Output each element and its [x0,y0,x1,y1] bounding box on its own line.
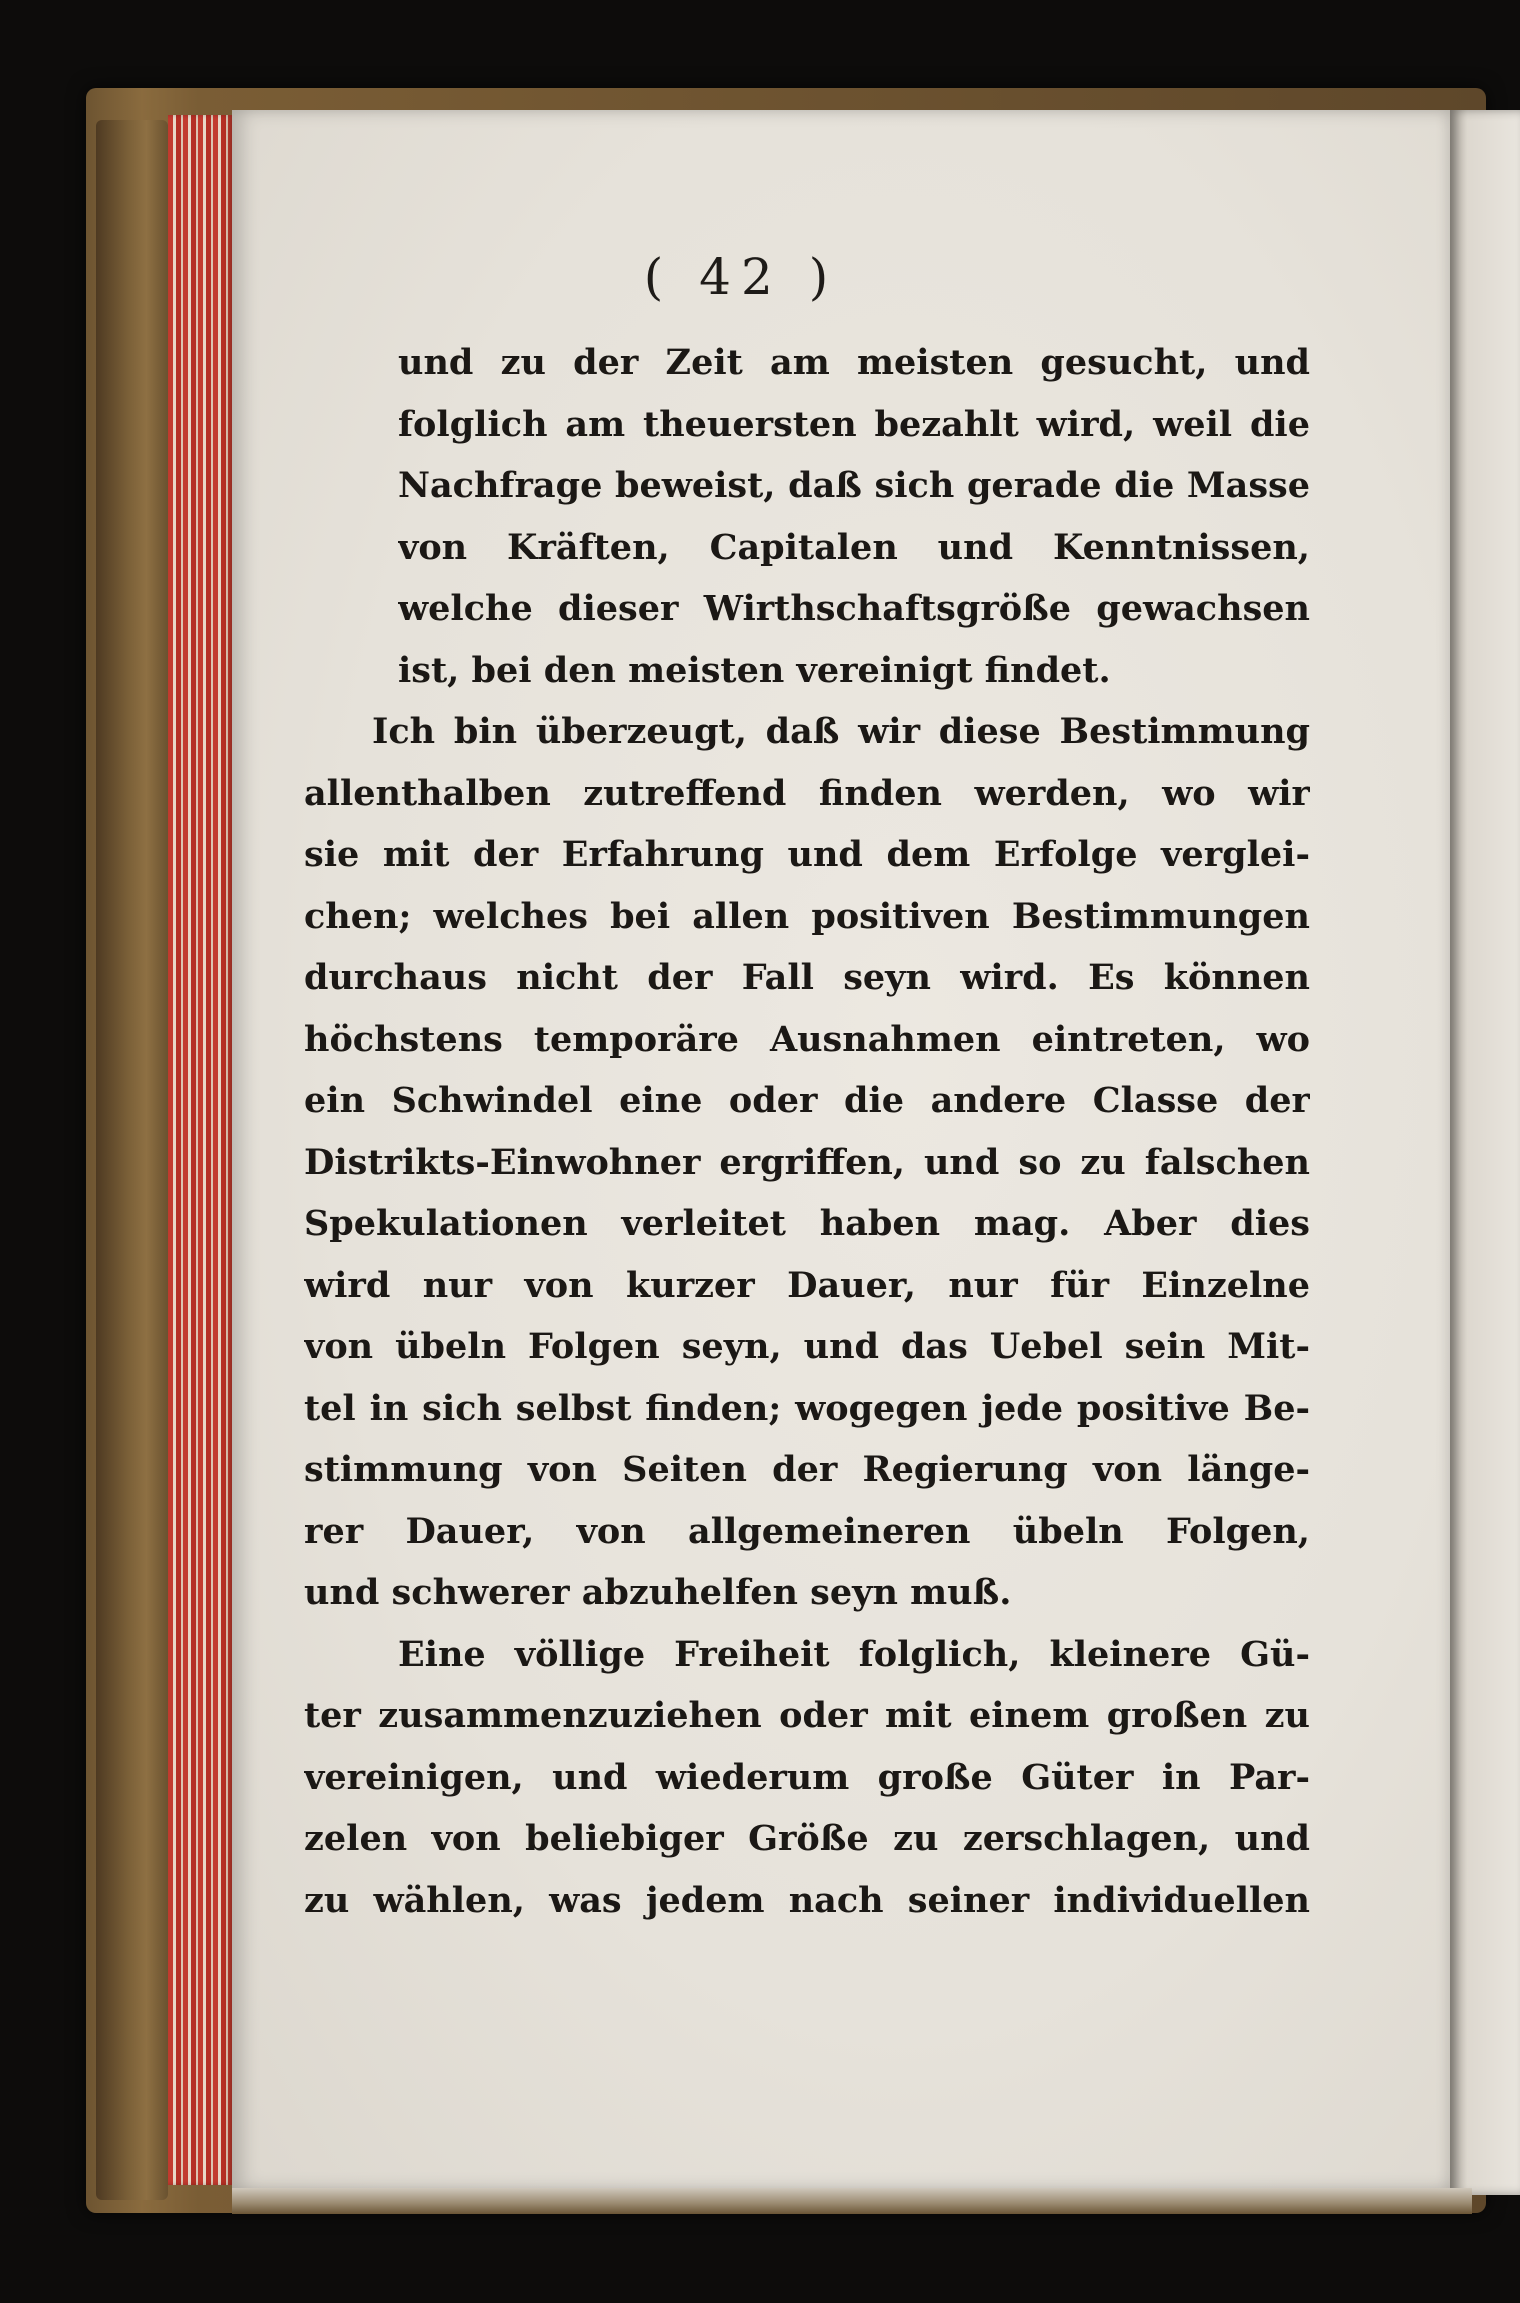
text-line: Nachfrage beweist, daß sich gerade die Masse [398,465,1310,506]
text-line: von übeln Folgen seyn, und das Uebel sein Mit- [304,1326,1310,1367]
facing-page-edge [1450,110,1520,2195]
text-line: zu wählen, was jedem nach seiner individuellen [304,1879,1310,1921]
text-line: und zu der Zeit am meisten gesucht, und [398,342,1310,383]
text-line: Ich bin überzeugt, daß wir diese Bestimmung [372,711,1310,752]
text-line: zelen von beliebiger Größe zu zerschlagen, und [304,1818,1310,1859]
text-line: Spekulationen verleitet haben mag. Aber dies [304,1203,1310,1244]
text-line: und schwerer abzuhelfen seyn muß. [304,1572,1012,1613]
cover-spine-edge [96,120,168,2200]
text-line: rer Dauer, von allgemeineren übeln Folgen, [304,1510,1310,1552]
text-line: Eine völlige Freiheit folglich, kleinere Gü- [398,1633,1310,1675]
text-line: vereinigen, und wiederum große Güter in Par- [304,1756,1310,1798]
text-line: von Kräften, Capitalen und Kenntnissen, [398,526,1310,568]
text-line: höchstens temporäre Ausnahmen eintreten, wo [304,1018,1310,1060]
text-line: tel in sich selbst finden; wogegen jede positive Be- [304,1387,1310,1429]
body-text [304,332,1310,1931]
text-line: ist, bei den meisten vereinigt findet. [398,649,1111,691]
text-line: welche dieser Wirthschaftsgröße gewachsen [398,588,1310,629]
page-number: ( 42 ) [643,248,839,306]
text-line: folglich am theuersten bezahlt wird, weil die [398,403,1310,445]
text-line: allenthalben zutreffend finden werden, wo wir [304,772,1310,814]
page-bottom-edge [232,2188,1472,2214]
text-line: ter zusammenzuziehen oder mit einem großen zu [304,1695,1310,1736]
text-line: durchaus nicht der Fall seyn wird. Es können [304,957,1310,998]
red-page-edges [168,115,232,2185]
text-line: chen; welches bei allen positiven Bestimmungen [304,895,1310,937]
text-line: wird nur von kurzer Dauer, nur für Einzelne [304,1264,1310,1306]
text-line: ein Schwindel eine oder die andere Classe der [304,1080,1310,1121]
text-line: stimmung von Seiten der Regierung von länge- [304,1449,1310,1490]
text-line: Distrikts-Einwohner ergriffen, und so zu falschen [304,1141,1310,1183]
text-line: sie mit der Erfahrung und dem Erfolge verglei- [304,834,1310,875]
